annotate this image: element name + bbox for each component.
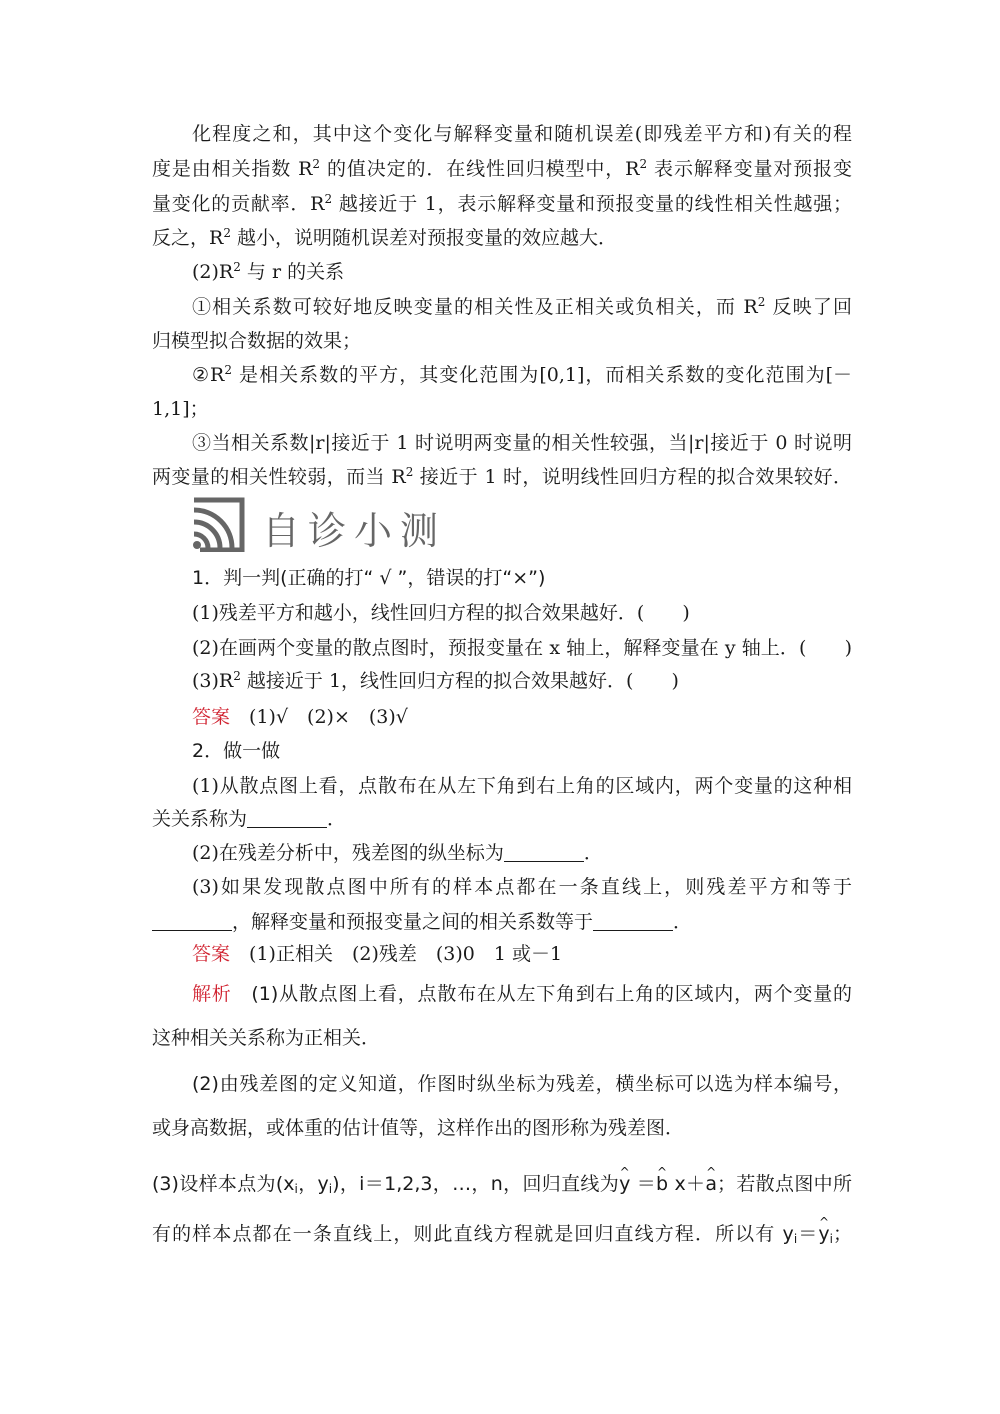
answer-blank <box>593 912 673 931</box>
analysis-line: 这种相关关系称为正相关． <box>152 1027 381 1049</box>
statement: ，解释变量和预报变量之间的相关系数等于 ． <box>152 908 852 936</box>
text-line: $②R^2$ 是相关系数的平方，其变化范围为[0,1]，而相关系数的变化范围为[－ <box>192 363 852 386</box>
question-title: 1．判一判(正确的打“ √ ”，错误的打“×”) <box>192 567 546 589</box>
statement: (2)在残差分析中，残差图的纵坐标为 ． <box>192 842 603 864</box>
text-line: 度是由相关指数 $R^2$ 的值决定的．在线性回归模型中，$R^2$ 表示解释变量对预报变 <box>152 157 852 180</box>
analysis-line: 有的样本点都在一条直线上，则此直线方程就是回归直线方程．所以有 $y_i=\^{}$ $y_i$； <box>152 1220 852 1248</box>
section-header <box>188 496 628 552</box>
text-line: 反之，$R^2$ 越小，说明随机误差对预报变量的效应越大． <box>152 226 617 249</box>
analysis-line: 解析 (1)从散点图上看，点散布在从左下角到右上角的区域内，两个变量的 <box>192 983 852 1005</box>
statement: (3)如果发现散点图中所有的样本点都在一条直线上，则残差平方和等于 <box>192 876 852 898</box>
rss-icon <box>188 496 248 552</box>
statement: $(3)R^2$ 越接近于 1，线性回归方程的拟合效果越好．( ) <box>192 669 679 692</box>
statement: (1)残差平方和越小，线性回归方程的拟合效果越好．( ) <box>192 602 690 624</box>
answer-line: 答案 (1)√ (2)× (3)√ <box>192 706 408 728</box>
text-line: 归模型拟合数据的效果； <box>152 330 362 352</box>
analysis-line: 或身高数据，或体重的估计值等，这样作出的图形称为残差图． <box>152 1117 685 1139</box>
text-line: 两变量的相关性较弱，而当 $R^2$ 接近于 1 时，说明线性回归方程的拟合效果较好． <box>152 465 852 488</box>
subheading: $(2)R^2$ 与 r 的关系 <box>192 260 345 283</box>
text-line: 1,1]； <box>152 398 209 420</box>
statement: (2)在画两个变量的散点图时，预报变量在 x 轴上，解释变量在 y 轴上．( ) <box>192 637 852 659</box>
analysis-label: 解析 <box>192 983 232 1005</box>
analysis-line: (3)设样本点为($x_i$，$y_i$)，i＝1,2,3，…，n，回归直线为^ y ＝^ b x＋^ a；若散点图中所 <box>152 1170 852 1198</box>
statement: (1)从散点图上看，点散布在从左下角到右上角的区域内，两个变量的这种相 <box>192 775 852 797</box>
answer-blank <box>504 843 584 862</box>
text-line: ①相关系数可较好地反映变量的相关性及正相关或负相关，而 $R^2$ 反映了回 <box>192 295 852 318</box>
answer-blank <box>247 809 327 828</box>
answer-label: 答案 <box>192 943 231 965</box>
text-line: 量变化的贡献率．$R^2$ 越接近于 1，表示解释变量和预报变量的线性相关性越强； <box>152 192 852 215</box>
answer-blank <box>152 912 232 931</box>
analysis-line: (2)由残差图的定义知道，作图时纵坐标为残差，横坐标可以选为样本编号， <box>192 1073 852 1095</box>
section-title: 自诊小测 <box>262 509 447 553</box>
question-title: 2．做一做 <box>192 740 281 762</box>
statement: 关关系称为 ． <box>152 808 347 830</box>
text-line: 化程度之和，其中这个变化与解释变量和随机误差(即残差平方和)有关的程 <box>192 123 852 145</box>
text-line: ③当相关系数|r|接近于 1 时说明两变量的相关性较强，当|r|接近于 0 时说明 <box>192 432 852 454</box>
answer-line: 答案 (1)正相关 (2)残差 (3)0 1 或－1 <box>192 943 563 965</box>
answer-label: 答案 <box>192 706 231 728</box>
